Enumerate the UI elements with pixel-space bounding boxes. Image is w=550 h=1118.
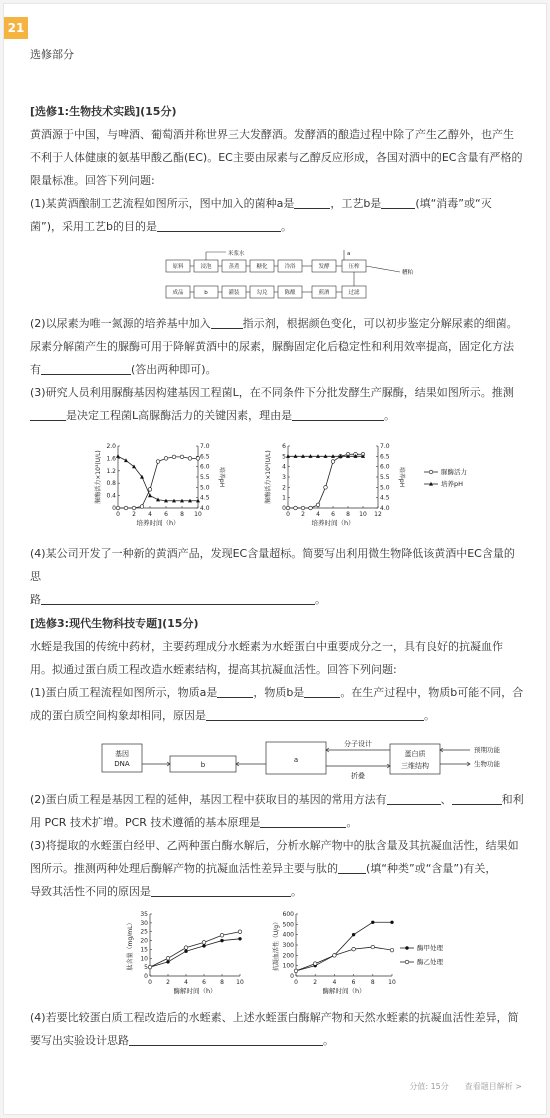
gene-label-line2: DNA: [114, 760, 130, 768]
y-tick-label: 1.2: [106, 467, 116, 475]
strain-a-label: a: [347, 251, 351, 257]
flow-top-row: [166, 250, 400, 286]
x-tick-label: 10: [236, 979, 244, 986]
data-point: [333, 954, 337, 958]
answer-blank: [151, 883, 291, 897]
part2-intro-line: 用。拟通过蛋白质工程改造水蛭素结构，提高其抗凝血活性。回答下列问题:: [30, 663, 397, 676]
y-tick-label: 300: [282, 942, 294, 949]
y2-tick-label: 6.5: [380, 453, 390, 461]
answer-blank: [211, 315, 243, 329]
anticoagulant-activity-chart: [272, 911, 396, 995]
data-point: [166, 956, 170, 960]
flow-box-label: 陈酿: [284, 290, 296, 296]
part1-cont: [30, 312, 524, 427]
y2-tick-label: 6.5: [200, 453, 210, 461]
part2-q3-line3: 导致其活性不同的原因是 。: [30, 885, 302, 898]
x-tick-label: 0: [294, 979, 298, 986]
y-tick-label: 5: [282, 453, 286, 461]
data-point: [140, 505, 144, 509]
data-point: [294, 969, 298, 973]
x-tick-label: 8: [346, 511, 350, 518]
molecular-design-label: 分子设计: [344, 740, 372, 748]
data-point: [116, 506, 120, 510]
brewing-flow-diagram: [164, 248, 424, 310]
y-tick-label: 500: [282, 921, 294, 929]
flow-box-label: 压榨: [348, 264, 360, 270]
y-tick-label: 2: [282, 484, 286, 492]
y2-tick-label: 4.5: [200, 494, 210, 502]
data-point: [148, 965, 152, 969]
legend-marker: [405, 946, 408, 949]
rice-water-label: 米浆水: [228, 251, 245, 257]
question-card: [3, 3, 547, 1115]
data-point: [220, 933, 224, 937]
y-tick-label: 30: [140, 919, 148, 927]
x-tick-label: 10: [359, 511, 367, 518]
part1-q2-line1: (2)以尿素为唯一氮源的培养基中加入 指示剂，根据颜色变化，可以初步鉴定分解尿素的细菌。: [30, 317, 518, 330]
peptide-charts: [120, 908, 480, 1008]
y-tick-label: 5: [144, 964, 148, 972]
x-axis-title: 酶解时间（h）: [322, 987, 366, 995]
x-tick-label: 12: [374, 511, 382, 518]
y-tick-label: 0.8: [106, 480, 116, 488]
answer-blank: [304, 684, 340, 698]
part1-q2-line2: 尿素分解菌产生的脲酶可用于降解黄酒中的尿素，脲酶固定化后稳定性和利用效率提高，固定化方法: [30, 340, 514, 353]
x-tick-label: 10: [388, 979, 396, 986]
data-point: [166, 960, 169, 963]
data-point: [202, 944, 205, 947]
part1: [30, 100, 524, 238]
data-point: [313, 962, 317, 966]
y-tick-label: 0: [290, 973, 294, 980]
x-tick-label: 4: [332, 979, 337, 986]
x-tick-label: 8: [180, 511, 184, 518]
y2-tick-label: 7.0: [200, 443, 210, 450]
legend-label: 酶甲处理: [417, 944, 443, 952]
part1-q1-line2: 菌”)，采用工艺b的目的是 。: [30, 220, 292, 233]
flow-box-label: 浸泡: [200, 264, 212, 270]
part1-q3-line2: 是决定工程菌L高脲酶活力的关键因素，理由是 。: [30, 404, 524, 427]
part1-q2-line3: 有 (答出两种即可)。: [30, 363, 217, 376]
y-tick-label: 200: [282, 952, 294, 960]
legend-label: 脲酶活力: [441, 468, 467, 476]
x-axis-title: 培养时间（h）: [136, 519, 180, 527]
series-line: [296, 922, 392, 971]
flow-box-label: 发酵: [318, 264, 330, 270]
y2-axis-title: 培养pH: [218, 466, 225, 488]
flow-box-label: 灌装: [228, 290, 240, 296]
data-point: [352, 933, 355, 936]
answer-blank: [381, 195, 415, 209]
data-point: [132, 464, 136, 468]
data-point: [371, 945, 375, 949]
x-tick-label: 2: [313, 979, 318, 986]
part2-q3-line1: (3)将提取的水蛭蛋白经甲、乙两种蛋白酶水解后，分析水解产物中的肽含量及其抗凝血活性，结果如: [30, 839, 519, 852]
y2-tick-label: 5.5: [380, 474, 390, 481]
x-tick-label: 8: [370, 979, 375, 986]
protein-structure-line2: 三维结构: [401, 762, 429, 770]
part1-q3-line1: (3)研究人员利用脲酶基因构建基因工程菌L，在不同条件下分批发酵生产脲酶，结果如图所示。推测: [30, 386, 514, 399]
y-axis-title: 脲酶活力×10³(U/L): [265, 450, 272, 504]
answer-blank: [217, 684, 253, 698]
answer-blank: [452, 791, 502, 805]
y2-tick-label: 6.0: [200, 463, 210, 471]
data-point: [184, 950, 187, 953]
legend-label: 酶乙处理: [417, 958, 443, 966]
series-line: [150, 932, 240, 967]
part2-q4: [30, 1006, 524, 1052]
y2-tick-label: 7.0: [380, 443, 390, 450]
answer-blank: [157, 218, 281, 232]
part2-intro-line: 水蛭是我国的传统中药材，主要药理成分水蛭素为水蛭蛋白中重要成分之一，具有良好的抗凝血作: [30, 640, 503, 653]
x-tick-label: 4: [148, 511, 152, 518]
x-tick-label: 8: [220, 979, 224, 986]
y-tick-label: 100: [282, 962, 294, 970]
y-tick-label: 0.4: [106, 492, 116, 500]
gene-label-line1: 基因: [115, 750, 129, 758]
protein-engineering-flow: [100, 738, 500, 786]
y2-tick-label: 4.0: [200, 505, 210, 512]
y-tick-label: 4: [282, 463, 286, 471]
y2-tick-label: 4.0: [380, 505, 390, 512]
answer-blank: [41, 361, 131, 375]
x-tick-label: 2: [166, 979, 170, 986]
part2-q1-line2: 成的蛋白质空间构象却相同，原因是 。: [30, 709, 435, 722]
part2: [30, 612, 524, 727]
residue-label: 糟粕: [402, 270, 414, 276]
part1-q1-line1: (1)某黄酒酿制工艺流程如图所示，图中加入的菌种a是 ，工艺b是 (填“消毒”或“灭: [30, 197, 492, 210]
y-tick-label: 400: [282, 931, 294, 939]
y-tick-label: 1: [282, 494, 286, 502]
data-point: [238, 937, 241, 940]
part2-q1-line1: (1)蛋白质工程流程如图所示，物质a是 ，物质b是 。在生产过程中，物质b可能不同，合: [30, 686, 524, 699]
urease-charts: [88, 440, 508, 540]
data-point: [238, 930, 242, 934]
substance-a-label: a: [293, 756, 299, 764]
data-point: [132, 506, 136, 510]
flow-box-label: 冷浴: [284, 264, 296, 270]
part2-q4-line2: 要写出实验设计思路 。: [30, 1034, 334, 1047]
peptide-content-chart: [126, 911, 244, 995]
part2-heading: [选修3:现代生物科技专题](15分): [30, 617, 199, 630]
answer-blank: [129, 1032, 323, 1046]
x-tick-label: 6: [331, 511, 335, 518]
part1-intro-line: 黄酒源于中国，与啤酒、葡萄酒并称世界三大发酵酒。发酵酒的酿造过程中除了产生乙醇外，也产生: [30, 128, 514, 141]
y2-tick-label: 5.5: [200, 474, 210, 481]
data-point: [124, 506, 128, 510]
x-tick-label: 6: [351, 979, 356, 986]
view-analysis-link[interactable]: 查看题目解析 >: [464, 1082, 522, 1091]
y2-tick-label: 6.0: [380, 463, 390, 471]
answer-blank: [260, 814, 346, 828]
answer-blank: [206, 707, 424, 721]
y-tick-label: 0: [144, 973, 148, 980]
y2-tick-label: 5.0: [200, 484, 210, 492]
data-point: [324, 486, 328, 490]
data-point: [180, 455, 184, 459]
score-label: 分值: 15分: [409, 1082, 449, 1091]
data-point: [294, 506, 298, 510]
y-tick-label: 3: [282, 474, 286, 481]
data-point: [164, 457, 168, 461]
urease-activity-ph-charts: [88, 440, 508, 536]
answer-blank: [387, 791, 441, 805]
x-tick-label: 0: [148, 979, 152, 986]
part1-intro-line: 不利于人体健康的氨基甲酸乙酯(EC)。EC主要由尿素与乙醇反应形成，各国对酒中的EC含量有严格的: [30, 151, 523, 164]
y-tick-label: 0: [282, 505, 286, 512]
data-point: [371, 921, 374, 924]
substance-b-label: b: [200, 761, 206, 769]
flow-box-label: 勾兑: [256, 290, 268, 296]
legend-marker: [429, 470, 433, 474]
y-tick-label: 0: [112, 505, 116, 512]
section-title: 选修部分: [30, 48, 74, 61]
answer-blank: [292, 407, 384, 421]
data-point: [286, 506, 290, 510]
chart-legend: [400, 943, 444, 966]
x-tick-label: 0: [286, 511, 290, 518]
answer-blank: [41, 591, 315, 605]
bio-function-label: 生物功能: [474, 760, 500, 768]
x-tick-label: 2: [301, 511, 305, 518]
answer-blank: [30, 407, 66, 421]
y2-axis-title: 培养pH: [398, 466, 405, 488]
y2-tick-label: 4.5: [380, 494, 390, 502]
data-point: [220, 939, 223, 942]
flow-box-label: 蒸煮: [228, 264, 240, 270]
part2-cont: [30, 788, 524, 903]
data-point: [196, 457, 200, 461]
part2-q4-line1: (4)若要比较蛋白质工程改造后的水蛭素、上述水蛭蛋白酶解产物和天然水蛭素的抗凝血活性差异，简: [30, 1011, 519, 1024]
y-tick-label: 35: [140, 911, 148, 918]
part1-intro-line: 限量标准。回答下列问题:: [30, 174, 155, 187]
flow-bottom-row: [166, 286, 366, 298]
part1-q4: [30, 542, 524, 611]
data-point: [352, 947, 356, 951]
card-footer: [409, 1081, 522, 1092]
y-tick-label: 2.0: [106, 443, 116, 450]
x-tick-label: 4: [184, 979, 188, 986]
part2-q3-line2: 图所示。推测两种处理后酶解产物的抗凝血活性差异主要与肽的 (填“种类”或“含量”)有关，: [30, 862, 497, 875]
x-tick-label: 0: [116, 511, 120, 518]
flow-box-label: 成品: [172, 290, 184, 296]
answer-blank: [338, 860, 366, 874]
y-tick-label: 25: [140, 928, 148, 936]
expected-function-label: 预期功能: [474, 746, 500, 754]
data-point: [148, 488, 152, 492]
y-tick-label: 20: [140, 937, 148, 945]
series-line: [288, 454, 363, 508]
chart-legend: [424, 467, 467, 488]
y-axis-title: 脲酶活力×10³(U/L): [95, 450, 102, 504]
data-point: [316, 503, 320, 507]
x-tick-label: 2: [132, 511, 136, 518]
x-axis-title: 培养时间（h）: [311, 519, 355, 527]
y-tick-label: 6: [282, 443, 286, 450]
flow-box-label: 糖化: [256, 264, 268, 270]
part2-q2-line2: 用 PCR 技术扩增。PCR 技术遵循的基本原理是 。: [30, 816, 358, 829]
answer-blank: [294, 195, 330, 209]
x-tick-label: 10: [194, 511, 202, 518]
data-point: [148, 493, 152, 497]
flow-box-label: 原料: [172, 264, 184, 270]
x-tick-label: 4: [316, 511, 320, 518]
y-tick-label: 1.6: [106, 455, 116, 463]
protein-structure-line1: 蛋白质: [404, 750, 426, 758]
legend-label: 培养pH: [441, 480, 464, 488]
part2-q2-line1: (2)蛋白质工程是基因工程的延伸，基因工程中获取目的基因的常用方法有 、 和利: [30, 793, 524, 806]
legend-marker: [405, 960, 409, 964]
y-axis-title: 抗凝血活性（U/g）: [273, 918, 280, 972]
x-axis-title: 酶解时间（h）: [173, 987, 217, 995]
flow-arrow: [366, 266, 400, 272]
flow-box-label: 过滤: [348, 290, 360, 296]
data-point: [202, 941, 206, 945]
chart-left: [94, 443, 226, 527]
y2-tick-label: 5.0: [380, 484, 390, 492]
y-tick-label: 10: [140, 955, 148, 963]
data-point: [301, 506, 305, 510]
data-point: [390, 921, 393, 924]
flow-box-label: 煎酒: [318, 290, 330, 296]
part1-q4-line1: (4)某公司开发了一种新的黄酒产品，发现EC含量超标。简要写出利用微生物降低该黄酒中EC含量的思: [30, 547, 515, 583]
question-number-badge: 21: [4, 17, 28, 39]
y-tick-label: 15: [140, 946, 148, 954]
part1-q4-line2: 路 。: [30, 593, 326, 606]
data-point: [309, 506, 313, 510]
data-point: [156, 460, 160, 464]
chart-right: [264, 443, 406, 527]
data-point: [331, 460, 335, 464]
x-tick-label: 6: [202, 979, 206, 986]
folding-label: 折叠: [351, 772, 365, 780]
y-tick-label: 600: [282, 911, 294, 918]
data-point: [390, 948, 394, 952]
peptide-content-activity-charts: [120, 908, 480, 1004]
y-axis-title: 肽含量（mg/mL）: [127, 919, 134, 971]
data-point: [172, 455, 176, 459]
data-point: [184, 946, 188, 950]
data-point: [188, 457, 192, 461]
series-line: [150, 939, 240, 967]
x-tick-label: 6: [164, 511, 168, 518]
data-point: [116, 454, 120, 458]
part1-heading: [选修1:生物技术实践](15分): [30, 105, 177, 118]
flow-box-label: b: [204, 290, 208, 296]
